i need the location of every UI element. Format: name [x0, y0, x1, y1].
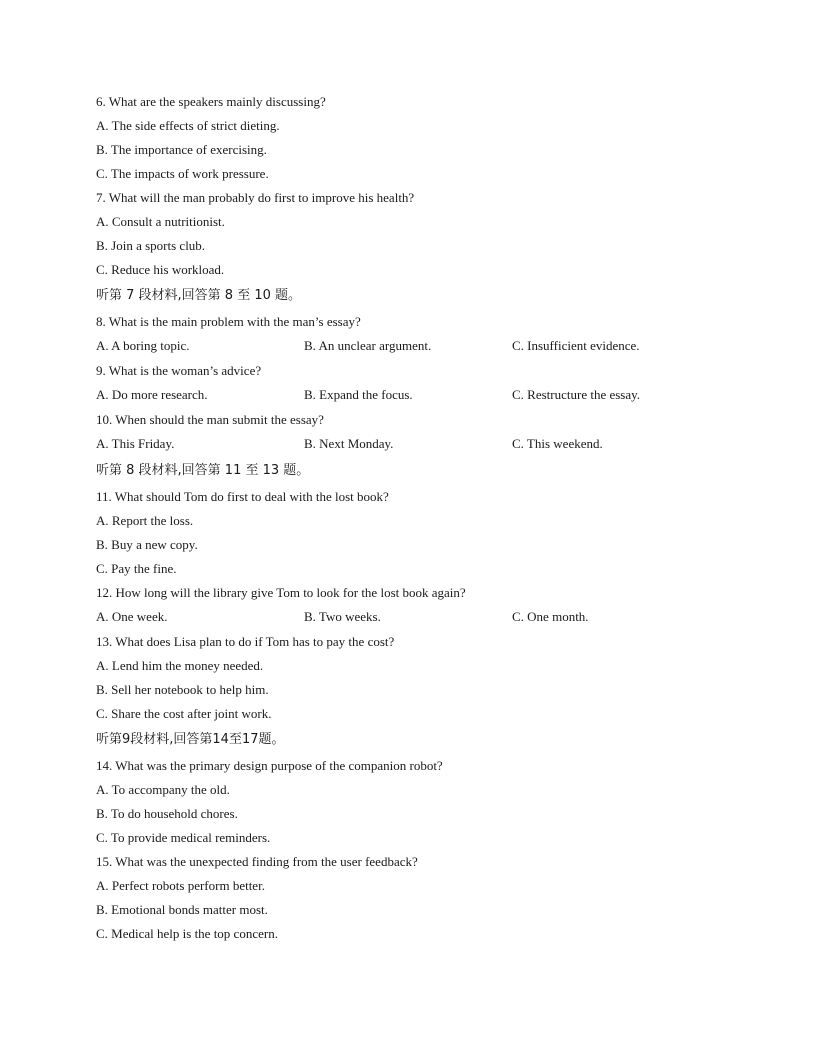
- option-text: C. To provide medical reminders.: [96, 830, 271, 845]
- option-text: B. Join a sports club.: [96, 238, 206, 253]
- question-text: 15. What was the unexpected finding from the user feedback?: [96, 854, 418, 869]
- option-text: A. Perfect robots perform better.: [96, 878, 265, 893]
- question-text: 12. How long will the library give Tom to look for the lost book again?: [96, 585, 466, 600]
- option-text: B. Buy a new copy.: [96, 537, 198, 552]
- option-b: B. Next Monday.: [304, 436, 394, 451]
- option-text: B. The importance of exercising.: [96, 142, 267, 157]
- option-b: B. Expand the focus.: [304, 387, 413, 402]
- section-instruction: 听第 7 段材料,回答第 8 至 10 题。: [96, 288, 302, 303]
- option-c: C. Restructure the essay.: [512, 387, 641, 402]
- option-row: [96, 436, 736, 461]
- option-text: C. Reduce his workload.: [96, 262, 225, 277]
- option-text: A. Lend him the money needed.: [96, 658, 264, 673]
- option-c: C. One month.: [512, 609, 589, 624]
- option-text: A. Consult a nutritionist.: [96, 214, 225, 229]
- question-text: 10. When should the man submit the essay?: [96, 412, 324, 427]
- option-c: C. Insufficient evidence.: [512, 338, 640, 353]
- question-text: 6. What are the speakers mainly discussing?: [96, 94, 326, 109]
- option-row: [96, 338, 736, 363]
- option-row: [96, 609, 736, 634]
- option-text: B. Emotional bonds matter most.: [96, 902, 268, 917]
- option-b: B. Two weeks.: [304, 609, 381, 624]
- section-instruction: 听第 8 段材料,回答第 11 至 13 题。: [96, 463, 310, 478]
- option-text: C. Share the cost after joint work.: [96, 706, 272, 721]
- option-a: A. This Friday.: [96, 436, 175, 451]
- question-text: 11. What should Tom do first to deal with the lost book?: [96, 489, 389, 504]
- question-text: 7. What will the man probably do first to improve his health?: [96, 190, 415, 205]
- question-text: 8. What is the main problem with the man’s essay?: [96, 314, 361, 329]
- option-b: B. An unclear argument.: [304, 338, 432, 353]
- option-text: B. To do household chores.: [96, 806, 238, 821]
- option-text: C. Medical help is the top concern.: [96, 926, 278, 941]
- question-text: 14. What was the primary design purpose of the companion robot?: [96, 758, 443, 773]
- option-row: [96, 387, 736, 412]
- question-text: 13. What does Lisa plan to do if Tom has to pay the cost?: [96, 634, 395, 649]
- option-text: A. To accompany the old.: [96, 782, 230, 797]
- option-a: A. Do more research.: [96, 387, 208, 402]
- exam-page: [96, 94, 736, 950]
- option-a: A. One week.: [96, 609, 168, 624]
- option-a: A. A boring topic.: [96, 338, 190, 353]
- question-text: 9. What is the woman’s advice?: [96, 363, 262, 378]
- option-text: A. The side effects of strict dieting.: [96, 118, 280, 133]
- option-text: A. Report the loss.: [96, 513, 194, 528]
- option-text: B. Sell her notebook to help him.: [96, 682, 269, 697]
- option-text: C. The impacts of work pressure.: [96, 166, 269, 181]
- section-instruction: 听第9段材料,回答第14至17题。: [96, 732, 285, 747]
- option-text: C. Pay the fine.: [96, 561, 177, 576]
- option-c: C. This weekend.: [512, 436, 603, 451]
